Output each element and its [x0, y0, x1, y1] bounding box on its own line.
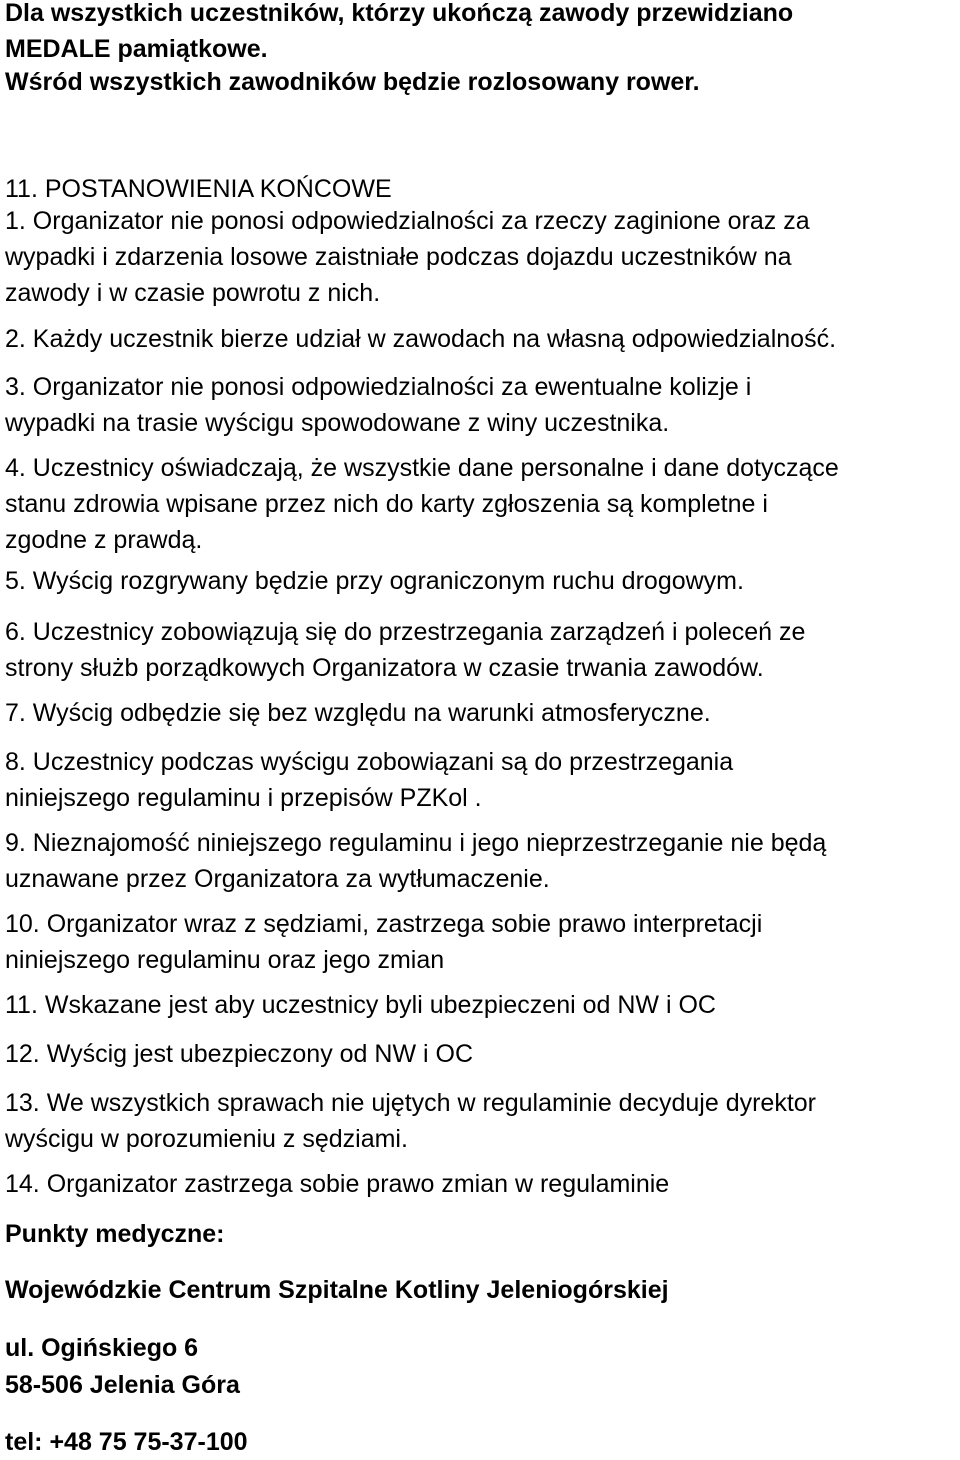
intro-line-2: MEDALE pamiątkowe.: [5, 35, 268, 63]
list-item: [5, 614, 805, 686]
list-item: [5, 1166, 669, 1202]
item-9-line-1: 9. Nieznajomość niniejszego regulaminu i jego nieprzestrzeganie nie będą: [5, 829, 827, 857]
list-item: [5, 563, 744, 599]
list-item: [5, 695, 711, 731]
intro-line-1: Dla wszystkich uczestników, którzy ukończą zawody przewidziano: [5, 0, 794, 27]
list-item: [5, 1036, 473, 1072]
item-1-line-1: 1. Organizator nie ponosi odpowiedzialności za rzeczy zaginione oraz za: [5, 207, 810, 235]
item-7-line-1: 7. Wyścig odbędzie się bez względu na warunki atmosferyczne.: [5, 699, 711, 727]
item-3-line-2: wypadki na trasie wyścigu spowodowane z winy uczestnika.: [5, 409, 670, 437]
hospital-city: 58-506 Jelenia Góra: [5, 1371, 240, 1399]
list-item: [5, 987, 716, 1023]
item-3-line-1: 3. Organizator nie ponosi odpowiedzialności za ewentualne kolizje i: [5, 373, 752, 401]
item-4-line-3: zgodne z prawdą.: [5, 526, 203, 554]
item-8-line-2: niniejszego regulaminu i przepisów PZKol .: [5, 784, 482, 812]
item-6-line-1: 6. Uczestnicy zobowiązują się do przestrzegania zarządzeń i poleceń ze: [5, 618, 806, 646]
item-10-line-2: niniejszego regulaminu oraz jego zmian: [5, 946, 445, 974]
item-5-line-1: 5. Wyścig rozgrywany będzie przy ograniczonym ruchu drogowym.: [5, 567, 744, 595]
item-13-line-1: 13. We wszystkich sprawach nie ujętych w regulaminie decyduje dyrektor: [5, 1089, 817, 1117]
list-item: [5, 906, 762, 978]
list-item: [5, 321, 836, 357]
item-4-line-2: stanu zdrowia wpisane przez nich do karty zgłoszenia są kompletne i: [5, 490, 768, 518]
item-1-line-2: wypadki i zdarzenia losowe zaistniałe podczas dojazdu uczestników na: [5, 243, 792, 271]
item-13-line-2: wyścigu w porozumieniu z sędziami.: [5, 1125, 408, 1153]
hospital-phone: tel: +48 75 75-37-100: [5, 1428, 248, 1456]
medical-heading: Punkty medyczne:: [5, 1220, 225, 1248]
list-item: [5, 450, 839, 558]
intro-line-3: Wśród wszystkich zawodników będzie rozlosowany rower.: [5, 68, 700, 96]
item-11-line-1: 11. Wskazane jest aby uczestnicy byli ubezpieczeni od NW i OC: [5, 991, 716, 1019]
item-2-line-1: 2. Każdy uczestnik bierze udział w zawodach na własną odpowiedzialność.: [5, 325, 837, 353]
hospital-street: ul. Ogińskiego 6: [5, 1334, 199, 1362]
list-item: [5, 369, 751, 441]
item-10-line-1: 10. Organizator wraz z sędziami, zastrzega sobie prawo interpretacji: [5, 910, 763, 938]
item-9-line-2: uznawane przez Organizatora za wytłumaczenie.: [5, 865, 550, 893]
item-8-line-1: 8. Uczestnicy podczas wyścigu zobowiązani są do przestrzegania: [5, 748, 734, 776]
list-item: [5, 1085, 816, 1157]
item-1-line-3: zawody i w czasie powrotu z nich.: [5, 279, 381, 307]
list-item: [5, 744, 733, 816]
item-12-line-1: 12. Wyścig jest ubezpieczony od NW i OC: [5, 1040, 474, 1068]
item-6-line-2: strony służb porządkowych Organizatora w czasie trwania zawodów.: [5, 654, 764, 682]
hospital-name: Wojewódzkie Centrum Szpitalne Kotliny Jeleniogórskiej: [5, 1276, 669, 1304]
list-item: [5, 203, 810, 311]
item-4-line-1: 4. Uczestnicy oświadczają, że wszystkie dane personalne i dane dotyczące: [5, 454, 839, 482]
list-item: [5, 825, 826, 897]
section-heading: 11. POSTANOWIENIA KOŃCOWE: [5, 175, 392, 203]
item-14-line-1: 14. Organizator zastrzega sobie prawo zmian w regulaminie: [5, 1170, 670, 1198]
